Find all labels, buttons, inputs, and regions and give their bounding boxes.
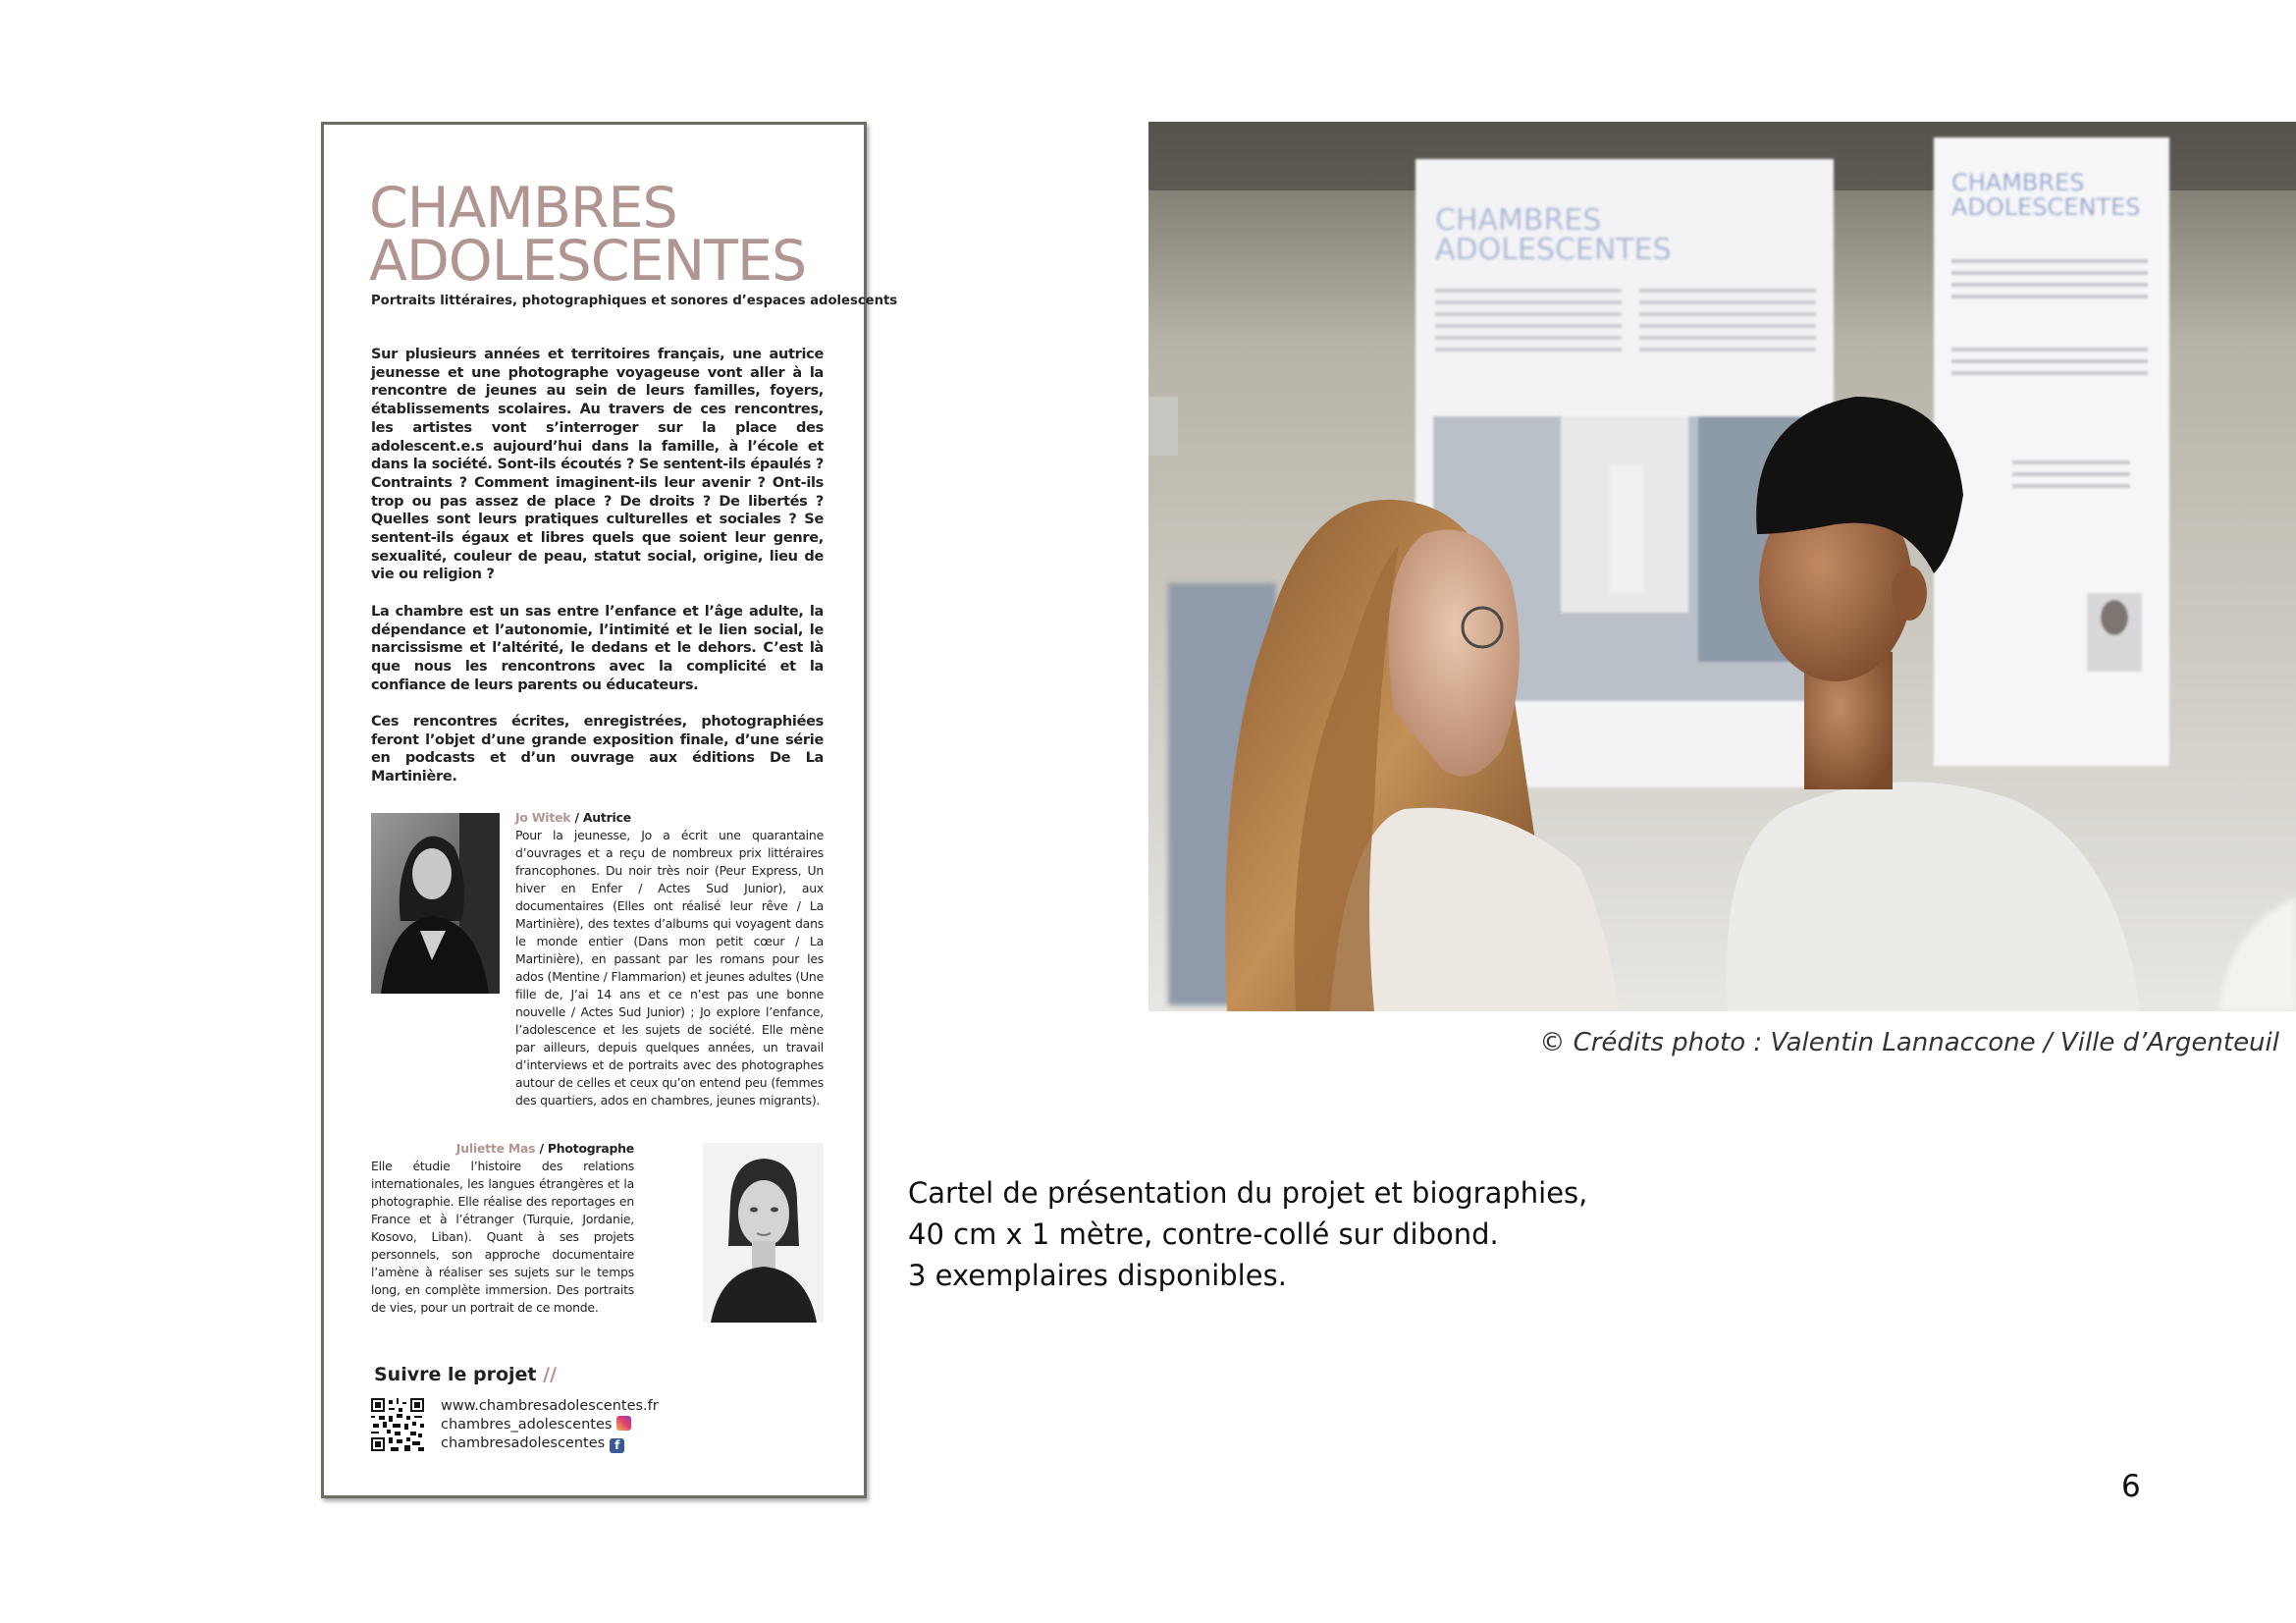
- caption: [908, 1172, 1587, 1296]
- poster-subtitle: Portraits littéraires, photographiques et sonores d’espaces adolescents: [371, 294, 898, 308]
- svg-text:CHAMBRES: CHAMBRES: [1951, 169, 2085, 196]
- exhibition-scene: [1148, 122, 2296, 1011]
- follow-heading: Suivre le projet //: [374, 1364, 558, 1385]
- facebook-link[interactable]: chambresadolescentes f: [441, 1434, 659, 1453]
- author-bio-text: Pour la jeunesse, Jo a écrit une quarantaine d’ouvrages et a reçu de nombreux prix littéraires francophones. Du noir très noir (Peur Express, Un hiver en Enfer / Actes Sud Junior), aux documentaires (Elles ont réalisé leur rêve / La Martinière), des textes d’albums qui voyagent dans le monde entier (Dans mon petit cœur / La Martinière), en passant par les romans pour les ados (Mentine / Flammarion) et jeunes adultes (Une fille de, J’ai 14 ans et ce n’est pas une bonne nouvelle / Actes Sud Junior) ; Jo explore l’enfance, l’adolescence et les sujets de société. Elle mène par ailleurs, depuis quelques années, un travail d’interviews et de portraits avec des photographes autour de celles et ceux qu’on entend peu (femmes des quartiers, ados en chambres, jeunes migrants).: [515, 828, 824, 1108]
- photographer-role: / Photographe: [535, 1141, 634, 1156]
- photographer-bio: [371, 1140, 634, 1317]
- intro-paragraph: Ces rencontres écrites, enregistrées, photographiées feront l’objet d’une grande exposition finale, d’une série en podcasts et d’un ouvrage aux éditions De La Martinière.: [371, 714, 824, 785]
- facebook-icon: f: [610, 1438, 624, 1453]
- poster-panel: [321, 122, 898, 1498]
- exhibition-photo: [1148, 122, 2296, 1011]
- website-link[interactable]: www.chambresadolescentes.fr: [441, 1398, 659, 1414]
- author-name: Jo Witek: [515, 810, 571, 825]
- photographer-bio-text: Elle étudie l’histoire des relations internationales, les langues étrangères et la photographie. Elle réalise des reportages en France et à l’étranger (Turquie, Jordanie, Kosovo, Liban). Quant à ses projets personnels, son approche documentaire l’amène à réaliser ses sujets sur le temps long, en complète immersion. Des portraits de vies, pour un portrait de ce monde.: [371, 1159, 634, 1315]
- instagram-link[interactable]: chambres_adolescentes: [441, 1416, 659, 1434]
- photo-credit: © Crédits photo : Valentin Lannaccone / Ville d’Argenteuil: [1539, 1028, 2279, 1057]
- project-links: [441, 1397, 659, 1453]
- poster-intro: [371, 346, 824, 805]
- intro-paragraph: La chambre est un sas entre l’enfance et l’âge adulte, la dépendance et l’autonomie, l’intimité et le lien social, le narcissisme et l’altérité, le dedans et le dehors. C’est là que nous les rencontrons avec la complicité et la confiance de leurs parents ou éducateurs.: [371, 603, 824, 693]
- poster-title: CHAMBRES ADOLESCENTES: [369, 176, 807, 294]
- page-number: 6: [2121, 1469, 2141, 1504]
- svg-text:CHAMBRES: CHAMBRES: [1435, 203, 1602, 238]
- caption-line: 3 exemplaires disponibles.: [908, 1259, 1287, 1292]
- author-portrait-photo: [371, 813, 500, 994]
- intro-paragraph: Sur plusieurs années et territoires français, une autrice jeunesse et une photographe voyageuse vont aller à la rencontre de jeunes au sein de leurs familles, foyers, établissements scolaires. Au travers de ces rencontres, les artistes vont s’interroger sur la place des adolescent.e.s aujourd’hui dans la famille, à l’école et dans la société. Sont-ils écoutés ? Se sentent-ils épaulés ? Contraints ? Comment imaginent-ils leur avenir ? Ont-ils trop ou pas assez de place ? De droits ? De libertés ? Quelles sont leurs pratiques culturelles et sociales ? Se sentent-ils égaux et libres quels que soient leur genre, sexualité, couleur de peau, statut social, origine, lieu de vie ou religion ?: [371, 347, 824, 583]
- photographer-portrait-photo: [703, 1143, 824, 1323]
- author-role: / Autrice: [570, 810, 631, 825]
- caption-line: Cartel de présentation du projet et biographies,: [908, 1176, 1588, 1210]
- svg-text:ADOLESCENTES: ADOLESCENTES: [1435, 233, 1672, 267]
- photographer-name: Juliette Mas: [455, 1141, 536, 1156]
- svg-text:ADOLESCENTES: ADOLESCENTES: [1951, 193, 2141, 221]
- qr-code[interactable]: [371, 1398, 424, 1451]
- author-bio: [515, 809, 824, 1109]
- caption-line: 40 cm x 1 mètre, contre-collé sur dibond.: [908, 1217, 1499, 1251]
- instagram-icon: [616, 1416, 631, 1431]
